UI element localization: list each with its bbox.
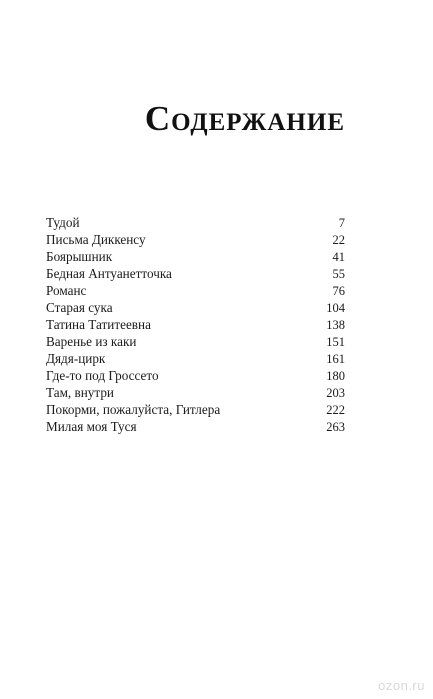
- toc-entry-title: Татина Татитеевна: [46, 317, 151, 332]
- toc-entry-title: Где-то под Гроссето: [46, 368, 159, 383]
- toc-entry: [46, 367, 345, 384]
- toc-entry-page: 161: [326, 352, 345, 366]
- toc-entry: [46, 299, 345, 316]
- page-title: Содержание: [144, 99, 345, 139]
- toc-entry-page: 180: [326, 369, 345, 383]
- toc-entry-title: Покорми, пожалуйста, Гитлера: [46, 402, 221, 417]
- toc-entry: [46, 231, 345, 248]
- toc-entry: [46, 384, 345, 401]
- toc-entry-title: Варенье из каки: [46, 334, 137, 349]
- toc-entry-title: Там, внутри: [46, 385, 114, 400]
- toc-entry-page: 222: [326, 403, 345, 417]
- toc-entry: [46, 316, 345, 333]
- toc-entry-page: 138: [326, 318, 345, 332]
- toc-entry-title: Милая моя Туся: [46, 419, 137, 434]
- toc-entry: [46, 350, 345, 367]
- toc-entry-page: 55: [332, 267, 345, 281]
- watermark: ozon.ru: [378, 678, 425, 693]
- toc-entry-title: Тудой: [46, 215, 80, 230]
- toc-entry-page: 41: [332, 250, 345, 264]
- toc-entry-page: 263: [326, 420, 345, 434]
- toc-entry-title: Старая сука: [46, 300, 113, 315]
- toc-entry-page: 7: [338, 216, 345, 230]
- toc-entry-page: 151: [326, 335, 345, 349]
- toc-entry-title: Дядя-цирк: [46, 351, 106, 366]
- toc-entry-title: Бедная Антуанетточка: [46, 266, 172, 281]
- toc-entry-title: Боярышник: [46, 249, 113, 264]
- toc-entry: [46, 248, 345, 265]
- toc-entry: [46, 214, 345, 231]
- toc-entry-title: Романс: [46, 283, 87, 298]
- toc-entry: [46, 265, 345, 282]
- toc-entry-page: 203: [326, 386, 345, 400]
- toc-entry-page: 76: [332, 284, 345, 298]
- toc-entry: [46, 401, 345, 418]
- toc-entry-page: 22: [332, 233, 345, 247]
- toc-entry-title: Письма Диккенсу: [46, 232, 146, 247]
- toc-entry: [46, 418, 345, 435]
- table-of-contents: [46, 214, 345, 435]
- toc-entry-page: 104: [326, 301, 345, 315]
- toc-entry: [46, 282, 345, 299]
- toc-entry: [46, 333, 345, 350]
